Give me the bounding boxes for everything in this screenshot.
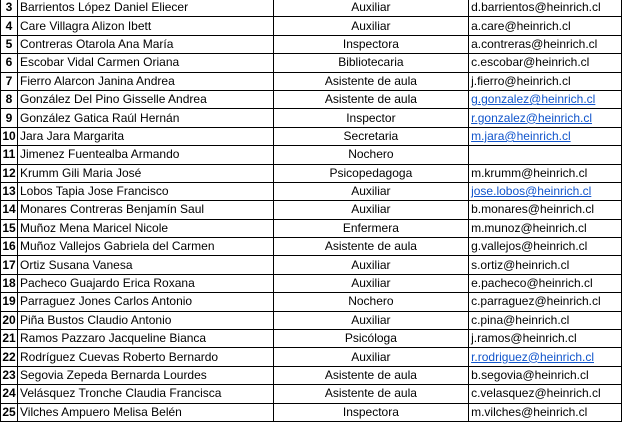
table-row: [1, 35, 622, 53]
staff-name-cell[interactable]: Jimenez Fuentealba Armando: [17, 146, 273, 164]
staff-role-cell[interactable]: Auxiliar: [273, 274, 468, 292]
table-row: [1, 201, 622, 219]
table-row: [1, 0, 622, 17]
table-row: [1, 348, 622, 366]
staff-email-cell[interactable]: m.vilches@heinrich.cl: [469, 403, 622, 421]
staff-name-cell[interactable]: Vilches Ampuero Melisa Belén: [17, 403, 273, 421]
staff-email-cell[interactable]: s.ortiz@heinrich.cl: [469, 256, 622, 274]
staff-name-cell[interactable]: Contreras Otarola Ana María: [17, 35, 273, 53]
table-row: [1, 311, 622, 329]
table-row: [1, 256, 622, 274]
staff-email-cell[interactable]: g.vallejos@heinrich.cl: [469, 238, 622, 256]
staff-role-cell[interactable]: Auxiliar: [273, 256, 468, 274]
staff-role-cell[interactable]: Secretaria: [273, 127, 468, 145]
staff-role-cell[interactable]: Auxiliar: [273, 17, 468, 35]
staff-name-cell[interactable]: Care Villagra Alizon Ibett: [17, 17, 273, 35]
table-row: [1, 109, 622, 127]
staff-role-cell[interactable]: Auxiliar: [273, 348, 468, 366]
staff-email-cell[interactable]: m.krumm@heinrich.cl: [469, 164, 622, 182]
row-number-cell: 20: [1, 311, 18, 329]
staff-table-body: [1, 0, 622, 421]
staff-name-cell[interactable]: Velásquez Tronche Claudia Francisca: [17, 385, 273, 403]
row-number-cell: 19: [1, 293, 18, 311]
table-row: [1, 54, 622, 72]
staff-name-cell[interactable]: Krumm Gili Maria José: [17, 164, 273, 182]
row-number-cell: 4: [1, 17, 18, 35]
row-number-cell: 22: [1, 348, 18, 366]
staff-email-cell[interactable]: e.pacheco@heinrich.cl: [469, 274, 622, 292]
row-number-cell: 7: [1, 72, 18, 90]
staff-email-cell[interactable]: [469, 348, 622, 366]
staff-name-cell[interactable]: Barrientos López Daniel Eliecer: [17, 0, 273, 17]
table-row: [1, 17, 622, 35]
row-number-cell: 8: [1, 90, 18, 108]
table-row: [1, 219, 622, 237]
staff-name-cell[interactable]: Lobos Tapia Jose Francisco: [17, 182, 273, 200]
staff-email-cell[interactable]: b.monares@heinrich.cl: [469, 201, 622, 219]
staff-role-cell[interactable]: Nochero: [273, 146, 468, 164]
row-number-cell: 15: [1, 219, 18, 237]
table-row: [1, 72, 622, 90]
staff-name-cell[interactable]: Pacheco Guajardo Erica Roxana: [17, 274, 273, 292]
staff-email-cell[interactable]: [469, 109, 622, 127]
staff-role-cell[interactable]: Inspector: [273, 109, 468, 127]
staff-name-cell[interactable]: Rodríguez Cuevas Roberto Bernardo: [17, 348, 273, 366]
row-number-cell: 14: [1, 201, 18, 219]
staff-email-cell[interactable]: j.ramos@heinrich.cl: [469, 330, 622, 348]
row-number-cell: 5: [1, 35, 18, 53]
row-number-cell: 10: [1, 127, 18, 145]
table-row: [1, 182, 622, 200]
table-row: [1, 90, 622, 108]
row-number-cell: 9: [1, 109, 18, 127]
table-row: [1, 403, 622, 421]
staff-role-cell[interactable]: Asistente de aula: [273, 385, 468, 403]
staff-role-cell[interactable]: Auxiliar: [273, 182, 468, 200]
staff-role-cell[interactable]: Psicóloga: [273, 330, 468, 348]
table-row: [1, 330, 622, 348]
staff-email-cell[interactable]: c.velasquez@heinrich.cl: [469, 385, 622, 403]
table-row: [1, 127, 622, 145]
staff-name-cell[interactable]: Ramos Pazzaro Jacqueline Bianca: [17, 330, 273, 348]
staff-name-cell[interactable]: Segovia Zepeda Bernarda Lourdes: [17, 366, 273, 384]
staff-name-cell[interactable]: Muñoz Mena Maricel Nicole: [17, 219, 273, 237]
staff-name-cell[interactable]: Piña Bustos Claudio Antonio: [17, 311, 273, 329]
row-number-cell: 16: [1, 238, 18, 256]
staff-role-cell[interactable]: Bibliotecaria: [273, 54, 468, 72]
staff-name-cell[interactable]: González Del Pino Gisselle Andrea: [17, 90, 273, 108]
email-link[interactable]: m.jara@heinrich.cl: [471, 128, 571, 143]
staff-email-cell[interactable]: [469, 182, 622, 200]
table-row: [1, 293, 622, 311]
staff-email-cell[interactable]: d.barrientos@heinrich.cl: [469, 0, 622, 17]
staff-name-cell[interactable]: Parraguez Jones Carlos Antonio: [17, 293, 273, 311]
row-number-cell: 11: [1, 146, 18, 164]
table-row: [1, 238, 622, 256]
staff-name-cell[interactable]: Escobar Vidal Carmen Oriana: [17, 54, 273, 72]
staff-email-cell[interactable]: b.segovia@heinrich.cl: [469, 366, 622, 384]
staff-email-cell[interactable]: j.fierro@heinrich.cl: [469, 72, 622, 90]
row-number-cell: 25: [1, 403, 18, 421]
staff-email-cell[interactable]: [469, 146, 622, 164]
row-number-cell: 18: [1, 274, 18, 292]
staff-email-cell[interactable]: a.care@heinrich.cl: [469, 17, 622, 35]
table-row: [1, 146, 622, 164]
staff-role-cell[interactable]: Auxiliar: [273, 311, 468, 329]
staff-name-cell[interactable]: Fierro Alarcon Janina Andrea: [17, 72, 273, 90]
staff-name-cell[interactable]: Jara Jara Margarita: [17, 127, 273, 145]
staff-role-cell[interactable]: Asistente de aula: [273, 366, 468, 384]
email-link[interactable]: g.gonzalez@heinrich.cl: [471, 92, 596, 107]
staff-role-cell[interactable]: Asistente de aula: [273, 238, 468, 256]
email-link[interactable]: jose.lobos@heinrich.cl: [471, 184, 592, 199]
row-number-cell: 6: [1, 54, 18, 72]
staff-name-cell[interactable]: Muñoz Vallejos Gabriela del Carmen: [17, 238, 273, 256]
table-row: [1, 385, 622, 403]
staff-role-cell[interactable]: Asistente de aula: [273, 90, 468, 108]
staff-role-cell[interactable]: Nochero: [273, 293, 468, 311]
table-row: [1, 366, 622, 384]
table-row: [1, 164, 622, 182]
staff-email-cell[interactable]: m.munoz@heinrich.cl: [469, 219, 622, 237]
row-number-cell: 3: [1, 0, 18, 17]
row-number-cell: 24: [1, 385, 18, 403]
row-number-cell: 17: [1, 256, 18, 274]
staff-email-cell[interactable]: a.contreras@heinrich.cl: [469, 35, 622, 53]
row-number-cell: 21: [1, 330, 18, 348]
row-number-cell: 12: [1, 164, 18, 182]
staff-role-cell[interactable]: Auxiliar: [273, 201, 468, 219]
email-link[interactable]: r.rodriguez@heinrich.cl: [471, 349, 594, 364]
staff-email-cell[interactable]: [469, 127, 622, 145]
staff-email-cell[interactable]: c.parraguez@heinrich.cl: [469, 293, 622, 311]
staff-email-cell[interactable]: c.pina@heinrich.cl: [469, 311, 622, 329]
staff-role-cell[interactable]: Enfermera: [273, 219, 468, 237]
staff-role-cell[interactable]: Psicopedagoga: [273, 164, 468, 182]
row-number-cell: 13: [1, 182, 18, 200]
email-link[interactable]: r.gonzalez@heinrich.cl: [471, 110, 593, 125]
staff-email-cell[interactable]: [469, 90, 622, 108]
staff-name-cell[interactable]: Monares Contreras Benjamín Saul: [17, 201, 273, 219]
staff-role-cell[interactable]: Auxiliar: [273, 0, 468, 17]
table-row: [1, 274, 622, 292]
staff-role-cell[interactable]: Inspectora: [273, 35, 468, 53]
staff-email-cell[interactable]: c.escobar@heinrich.cl: [469, 54, 622, 72]
staff-role-cell[interactable]: Inspectora: [273, 403, 468, 421]
staff-name-cell[interactable]: González Gatica Raúl Hernán: [17, 109, 273, 127]
staff-role-cell[interactable]: Asistente de aula: [273, 72, 468, 90]
staff-name-cell[interactable]: Ortiz Susana Vanesa: [17, 256, 273, 274]
row-number-cell: 23: [1, 366, 18, 384]
